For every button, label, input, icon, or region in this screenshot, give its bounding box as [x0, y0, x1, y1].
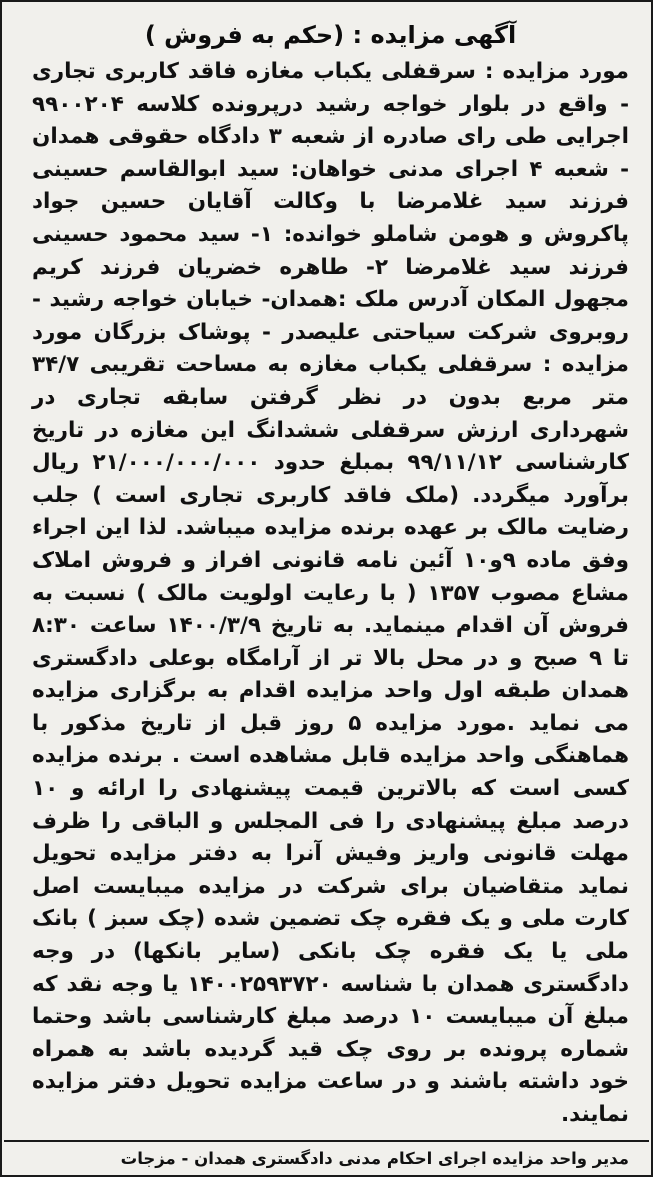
- footer-divider: [4, 1140, 649, 1142]
- notice-title: آگهی مزایده : (حکم به فروش ): [144, 21, 517, 49]
- notice-signature: مدیر واحد مزایده اجرای احکام مدنی دادگستری همدان - مزجات: [120, 1148, 629, 1168]
- notice-body: مورد مزایده : سرقفلی یکباب مغازه فاقد کاربری تجاری - واقع در بلوار خواجه رشید درپرونده کلاسه ۹۹۰۰۲۰۴ اجرایی طی رای صادره از شعبه ۳ دادگاه حقوقی همدان - شعبه ۴ اجرای مدنی خواهان: سید ابوالقاسم حسینی فرزند سید غلامرضا با وکالت آقایان حسین جواد پاکروش و هومن شاملو خوانده: ۱- سید محمود حسینی فرزند سید غلامرضا ۲- طاهره خضریان فرزند کریم مجهول المکان آدرس ملک :همدان- خیابان خواجه رشید - روبروی شرکت سیاحتی علیصدر - پوشاک بزرگان مورد مزایده : سرقفلی یکباب مغازه به مساحت تقریبی ۳۴/۷ متر مربع بدون در نظر گرفتن سابقه تجاری در شهرداری ارزش سرقفلی ششدانگ این مغازه در تاریخ کارشناسی ۹۹/۱۱/۱۲ بمبلغ حدود ۲۱/۰۰۰/۰۰۰/۰۰۰ ریال برآورد میگردد. (ملک فاقد کاربری تجاری است ) جلب رضایت مالک بر عهده برنده مزایده میباشد. لذا این اجراء وفق ماده ۹و۱۰ آئین نامه قانونی افراز و فروش املاک مشاع مصوب ۱۳۵۷ ( با رعایت اولویت مالک ) نسبت به فروش آن اقدام مینماید. به تاریخ ۱۴۰۰/۳/۹ ساعت ۸:۳۰ تا ۹ صبح و در محل بالا تر از آرامگاه بوعلی دادگستری همدان طبقه اول واحد مزایده اقدام به برگزاری مزایده می نماید .مورد مزایده ۵ روز قبل از تاریخ مذکور با هماهنگی واحد مزایده قابل مشاهده است . برنده مزایده کسی است که بالاترین قیمت پیشنهادی را ارائه و ۱۰ درصد مبلغ پیشنهادی را فی المجلس و الباقی را ظرف مهلت قانونی واریز وفیش آنرا به دفتر مزایده تحویل نماید متقاضیان برای شرکت در مزایده میبایست اصل کارت ملی و یک فقره چک تضمین شده (چک سبز ) بانک ملی یا یک فقره چک بانکی (سایر بانکها) در وجه دادگستری همدان با شناسه ۱۴۰۰۲۵۹۳۷۲۰ یا وجه نقد که مبلغ آن میبایست ۱۰ درصد مبلغ کارشناسی باشد وحتما شماره پرونده بر روی چک قید گردیده باشد به همراه خود داشته باشند و در ساعت مزایده تحویل دفتر مزایده نمایند.: [32, 59, 630, 1127]
